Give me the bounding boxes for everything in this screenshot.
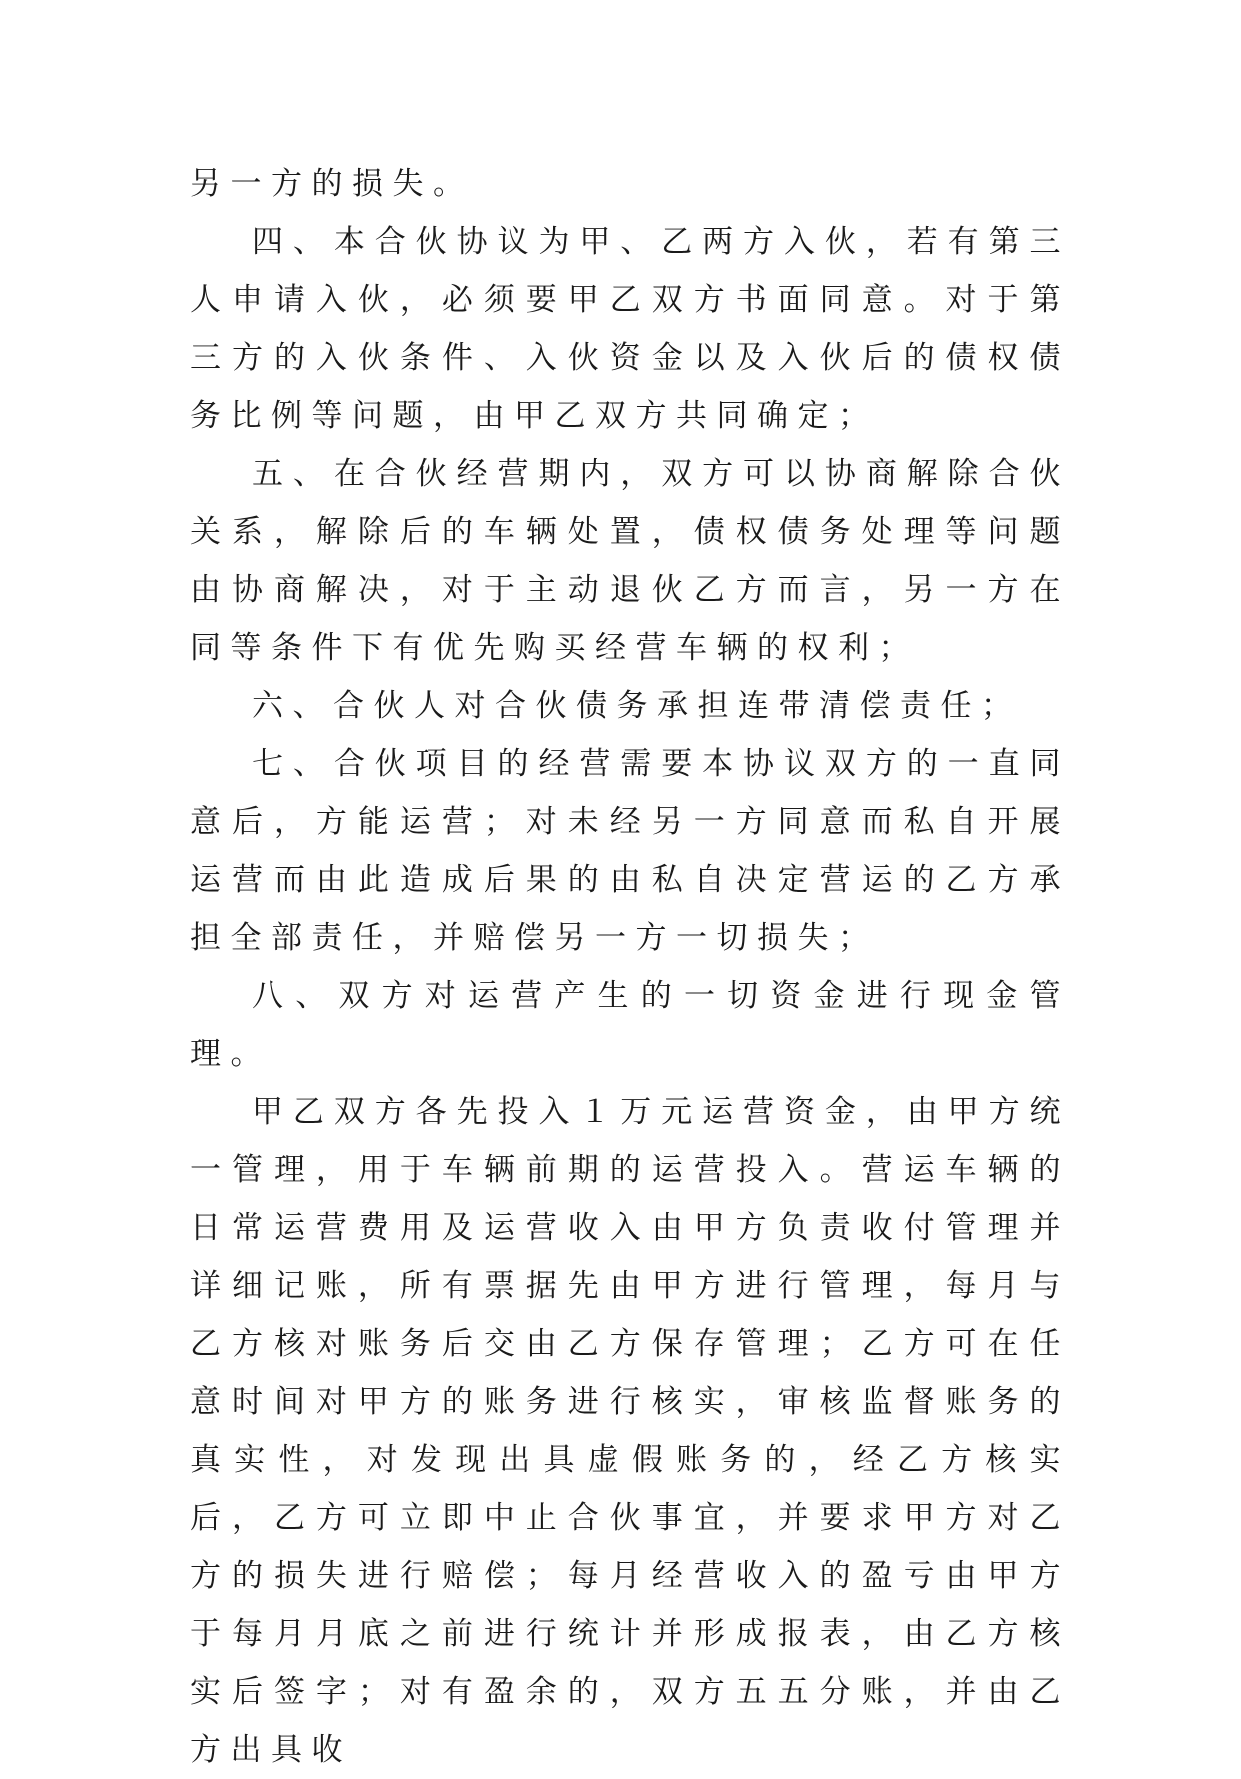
clause-eight-cash-management: 八、双方对运营产生的一切资金进行现金管理。 — [190, 978, 1070, 1072]
paragraph-continuation-loss: 另一方的损失。 — [190, 166, 474, 202]
paragraph-capital-accounting: 甲乙双方各先投入１万元运营资金，由甲方统一管理，用于车辆前期的运营投入。营运车辆的日常运营费用及运营收入由甲方负责收付管理并详细记账，所有票据先由甲方进行管理，每月与乙方核对账务后交由乙方保存管理；乙方可在任意时间对甲方的账务进行核实，审核监督账务的真实性，对发现出具虚假账务的，经乙方核实后，乙方可立即中止合伙事宜，并要求甲方对乙方的损失进行赔偿；每月经营收入的盈亏由甲方于每月月底之前进行统计并形成报表，由乙方核实后签字；对有盈余的，双方五五分账，并由乙方出具收 — [190, 1094, 1070, 1768]
clause-four-new-partner: 四、本合伙协议为甲、乙两方入伙，若有第三人申请入伙，必须要甲乙双方书面同意。对于第三方的入伙条件、入伙资金以及入伙后的债权债务比例等问题，由甲乙双方共同确定； — [190, 224, 1070, 434]
clause-six-joint-liability: 六、合伙人对合伙债务承担连带清偿责任； — [252, 688, 1022, 724]
clause-five-dissolution: 五、在合伙经营期内，双方可以协商解除合伙关系，解除后的车辆处置，债权债务处理等问题由协商解决，对于主动退伙乙方而言，另一方在同等条件下有优先购买经营车辆的权利； — [190, 456, 1070, 666]
document-body — [190, 155, 1070, 1779]
clause-seven-operation-consent: 七、合伙项目的经营需要本协议双方的一直同意后，方能运营；对未经另一方同意而私自开展运营而由此造成后果的由私自决定营运的乙方承担全部责任，并赔偿另一方一切损失； — [190, 746, 1070, 956]
